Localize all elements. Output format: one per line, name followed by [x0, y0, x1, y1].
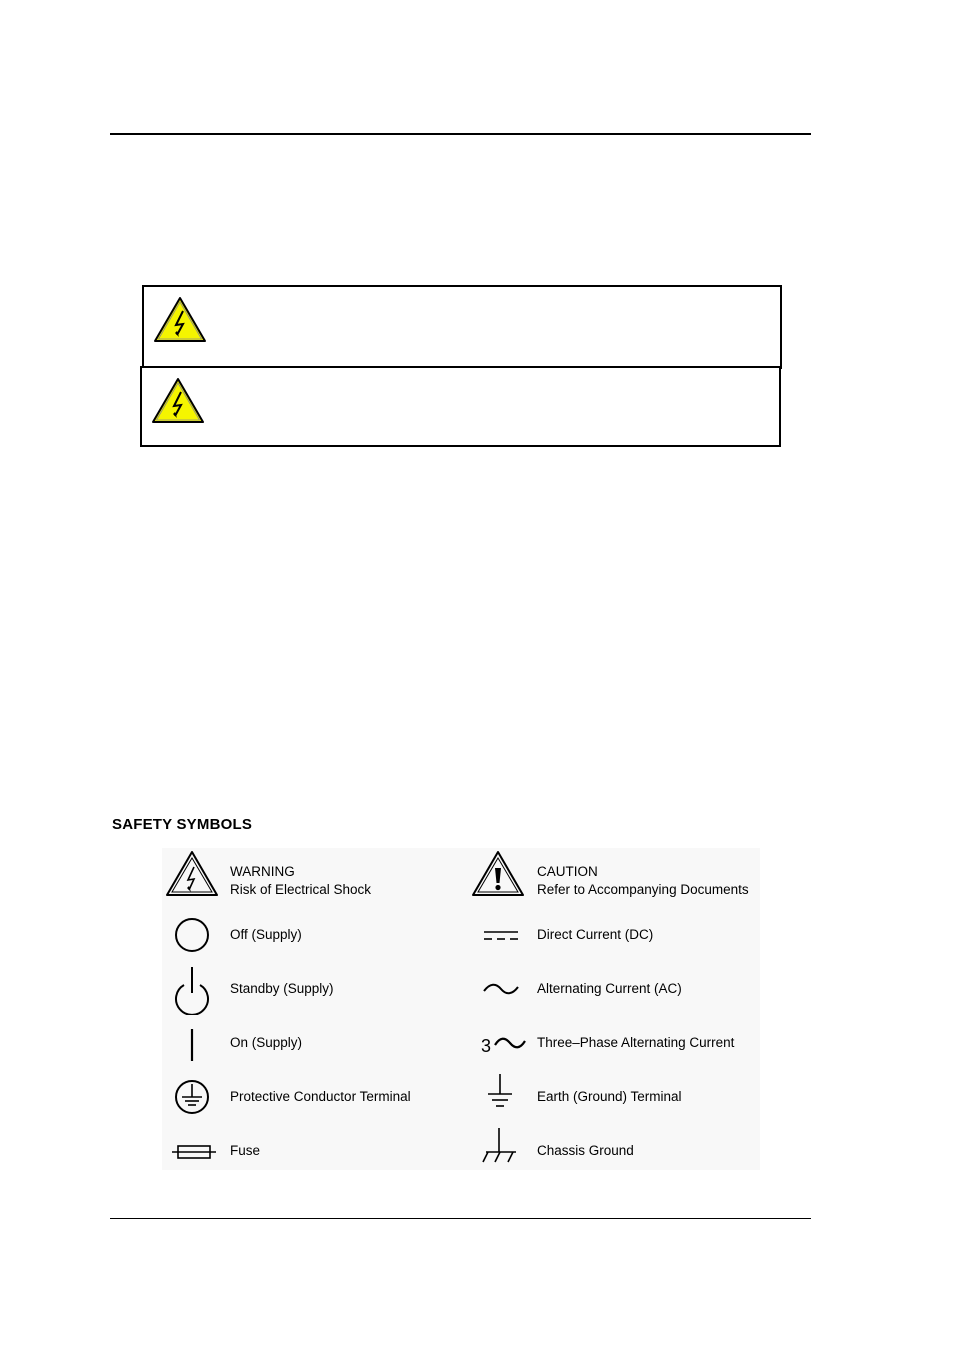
- standby-supply-icon: [172, 965, 212, 1015]
- electrical-hazard-warning-icon: [152, 295, 208, 345]
- electrical-warning-box: [140, 366, 781, 447]
- protective-conductor-terminal-icon: [173, 1079, 211, 1115]
- symbol-title: On (Supply): [230, 1035, 303, 1050]
- symbol-title: Fuse: [230, 1143, 261, 1158]
- symbol-title: CAUTION: [537, 864, 598, 879]
- symbol-title: Chassis Ground: [537, 1143, 634, 1158]
- three-phase-number: 3: [481, 1036, 492, 1056]
- fuse-icon: [170, 1142, 218, 1162]
- off-supply-icon: [174, 917, 210, 953]
- symbol-title: Alternating Current (AC): [537, 981, 682, 996]
- symbol-title: Protective Conductor Terminal: [230, 1089, 411, 1104]
- electrical-hazard-warning-icon: [150, 376, 206, 426]
- on-supply-icon: [186, 1027, 198, 1063]
- symbol-title: Earth (Ground) Terminal: [537, 1089, 682, 1104]
- electrical-shock-warning-icon: [164, 850, 220, 898]
- earth-ground-terminal-icon: [484, 1072, 516, 1112]
- footer-rule: [110, 1218, 811, 1219]
- three-phase-ac-icon: [493, 1034, 527, 1052]
- symbol-subtitle: Refer to Accompanying Documents: [537, 882, 749, 897]
- chassis-ground-icon: [480, 1126, 520, 1166]
- symbol-title: WARNING: [230, 864, 295, 879]
- direct-current-icon: [482, 928, 520, 944]
- electrical-warning-box: [142, 285, 782, 369]
- section-heading: SAFETY SYMBOLS: [112, 816, 253, 833]
- symbol-subtitle: Risk of Electrical Shock: [230, 882, 372, 897]
- header-rule: [110, 133, 811, 135]
- symbol-title: Off (Supply): [230, 927, 302, 942]
- symbol-title: Direct Current (DC): [537, 927, 654, 942]
- caution-exclamation-icon: [470, 850, 526, 898]
- symbol-title: Three–Phase Alternating Current: [537, 1035, 735, 1050]
- symbol-title: Standby (Supply): [230, 981, 334, 996]
- alternating-current-icon: [482, 980, 520, 998]
